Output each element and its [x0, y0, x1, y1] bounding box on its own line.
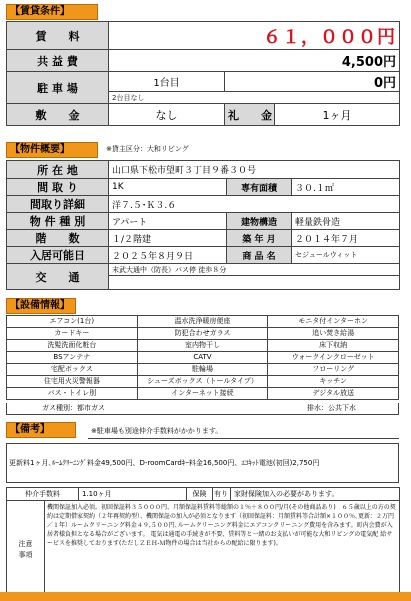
reikin-value: 1ヶ月 [275, 104, 400, 126]
equipment-item: CATV [138, 352, 269, 364]
chinryo-value: ６１，０００円 [109, 22, 400, 50]
equipment-item: 追い焚き給湯 [268, 328, 399, 340]
type-value: アパート [109, 213, 227, 230]
equipment-item: バス・トイレ別 [7, 388, 138, 400]
section-equipment: 【設備情報】 [6, 298, 76, 314]
equipment-item: 宅配ボックス [7, 364, 138, 376]
parking-label: 駐 車 場 [7, 72, 109, 104]
equipment-item: 駐輪場 [138, 364, 269, 376]
equipment-item: エアコン(1台) [7, 316, 138, 328]
equipment-item: インターネット接続 [138, 388, 269, 400]
equipment-item: BSアンテナ [7, 352, 138, 364]
remarks-note: ※駐車場も別途仲介手数料がかかります。 [88, 425, 399, 439]
name-value: セジュールウィット [292, 247, 400, 264]
fee-value: 1.10ヶ月 [79, 488, 187, 501]
parking-note: 2台目なし [109, 92, 400, 104]
type-label: 物 件 種 別 [7, 213, 109, 230]
equipment-item: ウォークインクローゼット [268, 352, 399, 364]
equipment-item: 防犯合わせガラス [138, 328, 269, 340]
property-note: ※貸主区分：大和リビング [106, 145, 189, 153]
movein-label: 入居可能日 [7, 247, 109, 264]
name-label: 商 品 名 [227, 247, 292, 264]
property-table [6, 160, 400, 290]
shikikin-value: なし [109, 104, 225, 126]
movein-value: ２０２５年８月９日 [109, 247, 227, 264]
equipment-item: 温水洗浄暖房便座 [138, 316, 269, 328]
parking-fee: 0円 [225, 72, 400, 92]
access-label: 交 通 [7, 264, 109, 290]
equipment-item: シューズボックス（トールタイプ） [138, 376, 269, 388]
shikikin-label: 敷 金 [7, 104, 109, 126]
insurance-note: 家財保険加入の必要があります。 [231, 488, 400, 501]
equipment-item: 室内物干し [138, 340, 269, 352]
rent-table [6, 21, 400, 126]
madori-detail-value: 洋７.５･Ｋ３.６ [109, 196, 400, 213]
fee-table [6, 487, 400, 599]
equipment-item: カードキー [7, 328, 138, 340]
madori-detail-label: 間取り詳細 [7, 196, 109, 213]
equipment-item: キッチン [268, 376, 399, 388]
madori-label: 間 取 り [7, 179, 109, 196]
gas-drain-row [6, 403, 399, 415]
access-value: 末武大通中（防長）バス停 徒歩８分 [109, 264, 400, 276]
built-value: ２０１４年７月 [292, 230, 400, 247]
chinryo-label: 賃 料 [7, 22, 109, 50]
structure-value: 軽量鉄骨造 [292, 213, 400, 230]
location-value: 山口県下松市望町３丁目９番３０号 [109, 161, 400, 179]
equipment-grid [6, 315, 399, 400]
notes-label: 注意事項 [7, 501, 45, 599]
madori-value: 1K [109, 179, 227, 196]
equipment-item: フローリング [268, 364, 399, 376]
drain-type: 排水：公共下水 [307, 404, 356, 412]
built-label: 築 年 月 [227, 230, 292, 247]
location-label: 所 在 地 [7, 161, 109, 179]
equipment-item: モニタ付インターホン [268, 316, 399, 328]
section-property: 【物件概要】 [6, 142, 98, 158]
footer-bar [0, 592, 411, 601]
fee-label: 仲介手数料 [7, 488, 79, 501]
remarks-text: 更新料1ヶ月､ﾙｰﾑｸﾘｰﾆﾝｸﾞ料金49,500円、D-roomCardｷｰ料金16,500円、ｴｺｷｯﾄ電池(初回)2,750円 [6, 443, 399, 483]
section-rent: 【賃貸条件】 [6, 4, 98, 20]
floor-label: 階 数 [7, 230, 109, 247]
floor-value: １/２階建 [109, 230, 227, 247]
notes-text: 機関保証加入必須。初回保証料３５０００円、月額保証料賃料等総額の１％＋８００円/月(その他商品あり) ６５歳以上の方の契約は定期借家契約（２年再契約型）、機関保証の加入が必須となります（初回保証料：月額賃料等合計額×１００％､更新：２万円／１年）ルームクリーニング料金４９,５００円､ルームクリーニング料金にエアコンクリーニング費用を含みます。町内会費が入居者様負担となる場合がございます。 電気は通電の手続きが不要、賃料等と一緒のお支払いが可能な大和リビングの電気配 給サービスを推奨しております(ただしＺＥＨ-Ｍ物件の場合は当社からの配給に限ります)。 [45, 501, 400, 599]
section-remarks: 【備考】 [6, 422, 76, 438]
equipment-item: 床下収納 [268, 340, 399, 352]
reikin-label: 礼 金 [225, 104, 275, 126]
structure-label: 建物構造 [227, 213, 292, 230]
parking-count: 1台目 [109, 72, 225, 92]
gas-type: ガス種別：都市ガス [42, 404, 105, 412]
kyoeki-label: 共 益 費 [7, 50, 109, 72]
equipment-item: デジタル放送 [268, 388, 399, 400]
insurance-label: 保険 [187, 488, 213, 501]
insurance-value: 有り [213, 488, 231, 501]
equipment-item: 住宅用火災警報器 [7, 376, 138, 388]
kyoeki-value: 4,500円 [109, 50, 400, 72]
area-value: ３０.１㎡ [292, 179, 400, 196]
equipment-item: 洗髪洗面化粧台 [7, 340, 138, 352]
area-label: 専有面積 [227, 179, 292, 196]
